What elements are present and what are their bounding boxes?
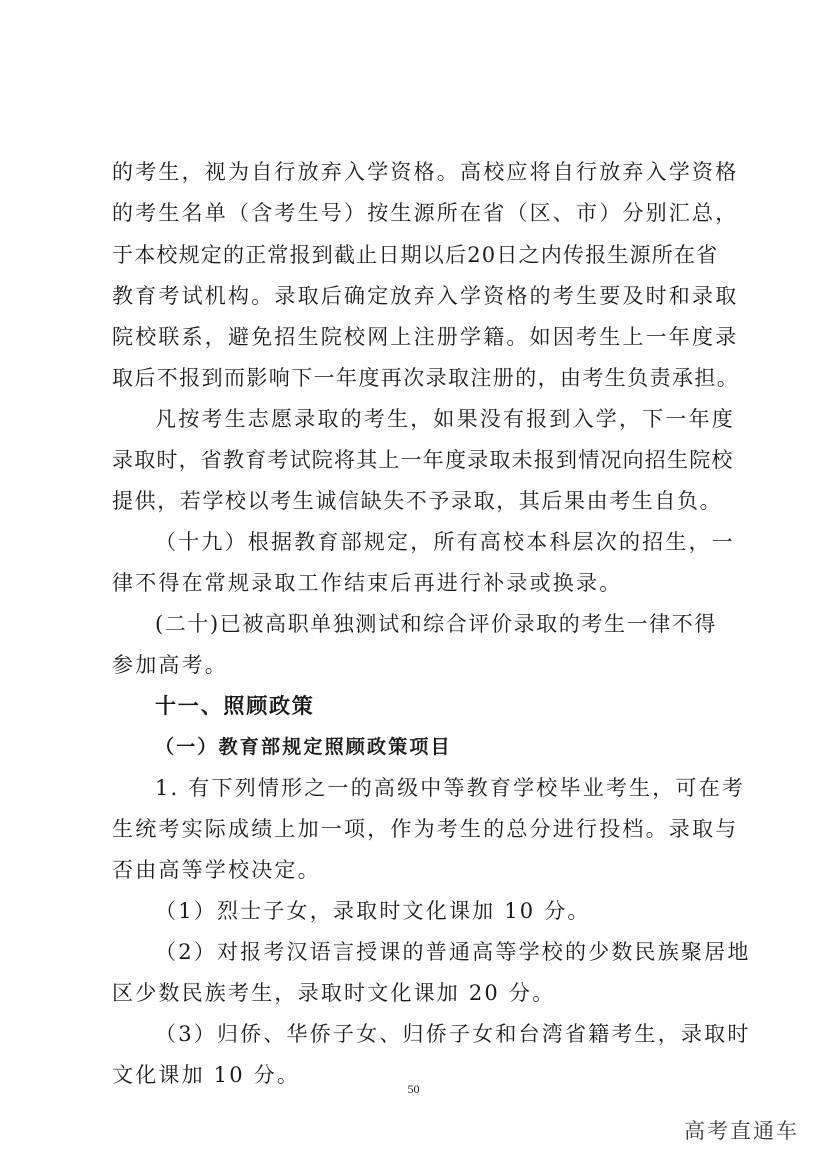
paragraph-line: 录取时，省教育考试院将其上一年度录取未报到情况向招生院校 <box>112 448 734 472</box>
list-item: （2）对报考汉语言授课的普通高等学校的少数民族聚居地 <box>155 940 751 964</box>
paragraph-line: 教育考试机构。录取后确定放弃入学资格的考生要及时和录取 <box>112 284 739 308</box>
paragraph-line: 取后不报到而影响下一年度再次录取注册的，由考生负责承担。 <box>112 366 740 390</box>
list-item: （3）归侨、华侨子女、归侨子女和台湾省籍考生，录取时 <box>155 1022 751 1046</box>
list-item: （1）烈士子女，录取时文化课加 10 分。 <box>155 899 591 923</box>
section-heading: 十一、照顾政策 <box>155 694 315 718</box>
subsection-heading: （一）教育部规定照顾政策项目 <box>155 736 452 758</box>
paragraph-line: 院校联系，避免招生院校网上注册学籍。如因考生上一年度录 <box>112 325 739 349</box>
paragraph-line: 的考生，视为自行放弃入学资格。高校应将自行放弃入学资格 <box>112 160 739 184</box>
paragraph-line: 提供，若学校以考生诚信缺失不予录取，其后果由考生自负。 <box>112 489 723 513</box>
paragraph-line: 区少数民族考生，录取时文化课加 20 分。 <box>112 981 556 1005</box>
paragraph-line: 凡按考生志愿录取的考生，如果没有报到入学，下一年度 <box>155 407 735 431</box>
paragraph-line: 生统考实际成绩上加一项，作为考生的总分进行投档。录取与 <box>112 817 739 841</box>
paragraph-line: (二十)已被高职单独测试和综合评价录取的考生一律不得 <box>155 612 717 636</box>
paragraph-line: 1. 有下列情形之一的高级中等教育学校毕业考生，可在考 <box>155 776 746 800</box>
paragraph-line: 的考生名单（含考生号）按生源所在省（区、市）分别汇总， <box>112 201 739 225</box>
paragraph-line: （十九）根据教育部规定，所有高校本科层次的招生，一 <box>155 530 735 554</box>
paragraph-line: 于本校规定的正常报到截止日期以后20日之内传报生源所在省 <box>112 243 719 267</box>
watermark-text: 高考直通车 <box>684 1119 799 1143</box>
page-number: 50 <box>407 1082 420 1096</box>
paragraph-line: 律不得在常规录取工作结束后再进行补录或换录。 <box>112 571 623 595</box>
paragraph-line: 文化课加 10 分。 <box>112 1063 301 1087</box>
paragraph-line: 否由高等学校决定。 <box>112 858 321 882</box>
paragraph-line: 参加高考。 <box>112 653 228 677</box>
